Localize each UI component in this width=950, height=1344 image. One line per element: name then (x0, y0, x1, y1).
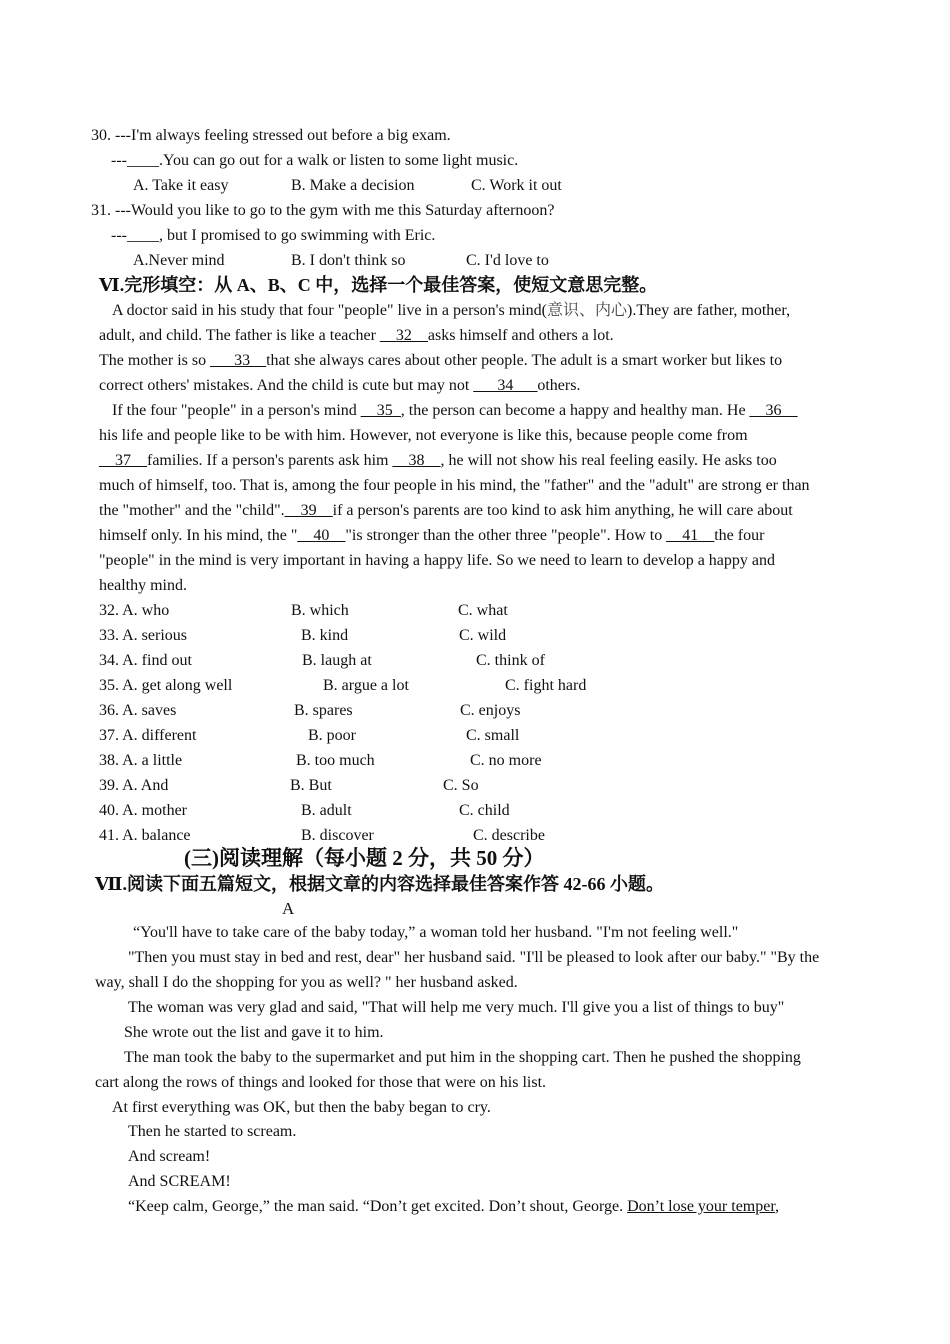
passage-line: “You'll have to take care of the baby today,” a woman told her husband. "I'm not feeling well." (133, 924, 739, 941)
blank-41: __41__ (666, 527, 715, 544)
q39-option-c: C. So (443, 777, 479, 794)
q41-option-a: 41. A. balance (99, 827, 191, 844)
q39-option-a: 39. A. And (99, 777, 169, 794)
q38-option-c: C. no more (470, 752, 542, 769)
passage-line: way, shall I do the shopping for you as well? " her husband asked. (95, 974, 518, 991)
q36-option-b: B. spares (294, 702, 353, 719)
cloze-line: correct others' mistakes. And the child is cute but may not ___34___others. (99, 377, 581, 394)
q35-option-c: C. fight hard (505, 677, 587, 694)
q32-option-b: B. which (291, 602, 349, 619)
q30-option-b: B. Make a decision (291, 177, 415, 194)
q31-option-a: A.Never mind (133, 252, 225, 269)
cloze-line: __37__families. If a person's parents ask him __38__, he will not show his real feeling easily. He asks too (99, 452, 777, 469)
passage-line: At first everything was OK, but then the baby began to cry. (112, 1099, 491, 1116)
cloze-line: himself only. In his mind, the "__40__"is stronger than the other three "people". How to __41__the four (99, 527, 765, 544)
q39-option-b: B. But (290, 777, 332, 794)
q37-option-c: C. small (466, 727, 520, 744)
q31-option-b: B. I don't think so (291, 252, 406, 269)
blank-36: __36__ (749, 402, 798, 419)
q34-option-a: 34. A. find out (99, 652, 192, 669)
underlined-phrase: Don’t lose your temper (627, 1198, 776, 1215)
q41-option-b: B. discover (301, 827, 374, 844)
passage-line: cart along the rows of things and looked for those that were on his list. (95, 1074, 547, 1091)
q38-option-b: B. too much (296, 752, 375, 769)
blank-37: __37__ (99, 452, 147, 469)
passage-line: "Then you must stay in bed and rest, dear" her husband said. "I'll be pleased to look after our baby." "By the (128, 949, 820, 966)
q38-option-a: 38. A. a little (99, 752, 183, 769)
passage-line: And scream! (128, 1148, 211, 1165)
blank-40: __40__ (297, 527, 346, 544)
q30-answer-line: ---____.You can go out for a walk or listen to some light music. (111, 152, 519, 169)
q30-question: 30. ---I'm always feeling stressed out before a big exam. (91, 127, 451, 144)
passage-line: And SCREAM! (128, 1173, 231, 1190)
q33-option-b: B. kind (301, 627, 349, 644)
cloze-line: healthy mind. (99, 577, 187, 594)
q40-option-c: C. child (459, 802, 510, 819)
q34-option-b: B. laugh at (302, 652, 372, 669)
passage-line: The man took the baby to the supermarket and put him in the shopping cart. Then he pushed the shopping (124, 1049, 801, 1066)
cloze-line: the "mother" and the "child".__39__if a person's parents are too kind to ask him anything, he will care about (99, 502, 793, 519)
q32-option-a: 32. A. who (99, 602, 170, 619)
blank-39: __39__ (284, 502, 333, 519)
q31-question: 31. ---Would you like to go to the gym with me this Saturday afternoon? (91, 202, 555, 219)
q31-answer-line: ---____, but I promised to go swimming with Eric. (111, 227, 436, 244)
cloze-line: much of himself, too. That is, among the four people in his mind, the "father" and the "adult" are strong er than (99, 477, 810, 494)
q41-option-c: C. describe (473, 827, 545, 844)
cloze-line: The mother is so ___33__that she always cares about other people. The adult is a smart worker but likes to (99, 352, 783, 369)
q37-option-a: 37. A. different (99, 727, 197, 744)
blank-34: ___34___ (473, 377, 538, 394)
blank-32: __32__ (379, 327, 428, 344)
blank-35: __35_ (360, 402, 401, 419)
q33-option-a: 33. A. serious (99, 627, 187, 644)
cloze-line: If the four "people" in a person's mind __35_, the person can become a happy and healthy man. He __36__ (112, 402, 798, 419)
blank-33: ___33__ (210, 352, 267, 369)
section-7-heading: Ⅶ.阅读下面五篇短文，根据文章的内容选择最佳答案作答 42-66 小题。 (95, 874, 664, 894)
passage-label: A (282, 899, 295, 918)
q30-option-c: C. Work it out (471, 177, 562, 194)
passage-line: “Keep calm, George,” the man said. “Don’t get excited. Don’t shout, George. Don’t lose your temper, (128, 1198, 780, 1215)
cloze-line: A doctor said in his study that four "people" live in a person's mind(意识、内心).They are father, mother, (112, 302, 791, 319)
passage-line: Then he started to scream. (128, 1123, 297, 1140)
cloze-line: adult, and child. The father is like a teacher __32__asks himself and others a lot. (99, 327, 614, 344)
q30-option-a: A. Take it easy (133, 177, 229, 194)
q31-option-c: C. I'd love to (466, 252, 549, 269)
q36-option-a: 36. A. saves (99, 702, 177, 719)
q33-option-c: C. wild (459, 627, 507, 644)
q36-option-c: C. enjoys (460, 702, 521, 719)
q37-option-b: B. poor (308, 727, 356, 744)
q35-option-a: 35. A. get along well (99, 677, 233, 694)
q35-option-b: B. argue a lot (323, 677, 409, 694)
section-6-heading: Ⅵ.完形填空：从 A、B、C 中，选择一个最佳答案，使短文意思完整。 (99, 275, 658, 295)
q34-option-c: C. think of (476, 652, 545, 669)
q40-option-b: B. adult (301, 802, 352, 819)
blank-38: __38__ (392, 452, 441, 469)
q32-option-c: C. what (458, 602, 508, 619)
passage-line: The woman was very glad and said, "That will help me very much. I'll give you a list of things to buy" (128, 999, 785, 1016)
reading-section-title: (三)阅读理解（每小题 2 分，共 50 分） (184, 846, 545, 870)
cloze-line: his life and people like to be with him. However, not everyone is like this, because people come from (99, 427, 748, 444)
cloze-line: "people" in the mind is very important in having a happy life. So we need to learn to develop a happy and (99, 552, 775, 569)
passage-line: She wrote out the list and gave it to him. (124, 1024, 384, 1041)
q40-option-a: 40. A. mother (99, 802, 187, 819)
